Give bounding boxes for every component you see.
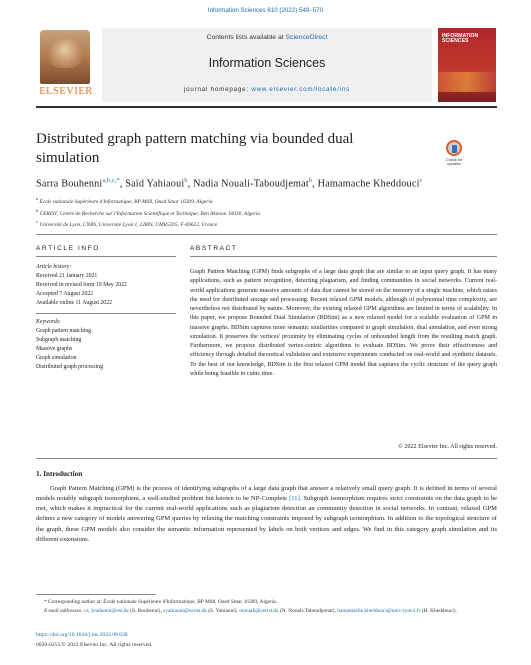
footnote-rule — [36, 594, 156, 595]
journal-homepage — [102, 86, 432, 93]
introduction-heading: 1. Introduction — [36, 470, 83, 478]
issn-line: 0020-0255/© 2022 Elsevier Inc. All rights reserved. — [36, 642, 153, 648]
elsevier-logo[interactable] — [36, 28, 96, 102]
homepage-link[interactable]: www.elsevier.com/locate/ins — [251, 86, 350, 93]
header-rule — [36, 106, 497, 108]
article-info-heading: ARTICLE INFO — [36, 245, 100, 252]
email-addresses: E-mail addresses: cs_bouhenni@esi.dz (S. Bouhenni), syahiaoui@cerist.dz (S. Yahiaoui), nnouali@cerist.dz (N. Nouali-Taboudjemat), hamamache.kheddouci@univ-lyon1.fr (H. Kheddouci). — [44, 607, 457, 614]
cover-artwork — [438, 72, 496, 92]
keyword: Distributed graph processing — [36, 363, 103, 370]
keyword: Graph simulation — [36, 354, 77, 361]
history-item: Accepted 7 August 2022 — [36, 290, 94, 297]
publisher-name: ELSEVIER — [39, 86, 93, 97]
elsevier-tree-icon — [40, 30, 90, 84]
author-affiliation-marker[interactable]: b — [184, 178, 188, 184]
abstract-text: Graph Pattern Matching (GPM) finds subgraphs of a large data graph that are similar to an input query graph. It has many applications, such as pattern recognition, detecting plagiarism, and finding communities in social networks. Current real-world applications generate massive amounts of data that cannot be stored on the memory of a single machine, which raises the need for distributed storage and processing. Recent relaxed GPM models, although of polynomial time complexity, are nevertheless not distributed by nature. Moreover, the existing relaxed GPM algorithms are limited in terms of scalability. In this paper, we propose Bounded Dual Simulation (BDSim) as a new relaxed model for a scalable evaluation of GPM in massive graphs. BDSim captures more semantic similarities compared to graph simulation, dual simulation, and even strong simulation. It preserves the vertices' proximity by eliminating cycles of unbounded length from the resulting match graph. Furthermore, we propose distributed vertex-centric algorithms to evaluate BDSim. We prove their effectiveness and efficiency through detailed theoretical validation and extensive experiments conducted on real-world and synthetic datasets. To the best of our knowledge, BDSim is the first relaxed GPM model that captures the cyclic structure of the query graph while being feasible in cubic time. — [190, 269, 497, 377]
history-item: Available online 11 August 2022 — [36, 299, 112, 306]
email-link[interactable]: nnouali@cerist.dz — [239, 607, 279, 614]
author-name: Sarra Bouhenni — [36, 178, 103, 190]
journal-header-box — [102, 28, 432, 102]
email-link[interactable]: hamamache.kheddouci@univ-lyon1.fr — [337, 607, 421, 614]
article-history — [36, 263, 176, 308]
article-info — [36, 257, 176, 372]
contents-prefix: Contents lists available at — [206, 34, 286, 41]
keyword: Massive graphs — [36, 345, 73, 352]
cover-title: INFORMATION SCIENCES — [442, 33, 479, 45]
abstract-heading: ABSTRACT — [190, 245, 238, 252]
check-for-updates-badge[interactable] — [441, 140, 467, 170]
keywords-label: Keywords: — [36, 318, 61, 325]
keywords — [36, 318, 176, 372]
paper-title: Distributed graph pattern matching via bounded dual simulation — [36, 131, 354, 166]
affiliation-line: $^c$ Université de Lyon, CNRS, Université Lyon 1, LIRIS, UMR5205, F-69622, France — [36, 219, 218, 229]
journal-cover[interactable] — [438, 28, 496, 102]
author-affiliation-marker[interactable]: a,b,c,* — [102, 178, 120, 184]
author-name: Nadia Nouali-Taboudjemat — [193, 178, 309, 190]
journal-name: Information Sciences — [208, 56, 326, 70]
history-label: Article history: — [36, 264, 72, 270]
keyword: Subgraph matching — [36, 336, 82, 343]
abstract-end-rule — [36, 458, 497, 459]
keywords-rule — [36, 313, 176, 314]
reference-link[interactable]: [11] — [289, 495, 300, 503]
sciencedirect-link[interactable]: ScienceDirect — [285, 34, 328, 41]
history-item: Received in revised form 19 May 2022 — [36, 281, 127, 288]
affiliation-line: $^a$ École nationale Supérieure d'Informatique, BP M68, Oued Smar 16309, Algeria — [36, 196, 213, 205]
journal-reference[interactable]: Information Sciences 610 (2022) 549–570 — [207, 7, 324, 14]
doi-link[interactable]: https://doi.org/10.1016/j.ins.2022.08.038 — [36, 632, 128, 638]
introduction-paragraph: Graph Pattern Matching (GPM) is the process of identifying subgraphs of a large data graph that answer a relatively small query graph. It is defined in terms of several models notably subgraph isomorphism, a well-studied problem but known to be NP-Complete [11]. Subgraph isomorphism requires strict constraints on the data graph to be met, which makes it impractical for the current real-world applications such as plagiarism detection an community detection in social networks. In contrast, relaxed GPM defines a new category of models answering GPM queries by relaxing the matching constraints imposed by subgraph isomorphism. In addition to the topological structure of the graph, these GPM models also consider the semantic information represented by labels on both vertices and edges. We find in this category graph simulation and its different extensions. — [36, 485, 497, 543]
author-list: Sarra Bouhenni$^{a,b,c,*}$, Saïd Yahiaoui$^b$, Nadia Nouali-Taboudjemat$^b$, Hamamache Kheddouci$^c$ — [36, 178, 423, 190]
footnotes — [36, 598, 497, 615]
corresponding-author-note: * Corresponding author at: École nationale Supérieure d'Informatique, BP M68, Oued Smar 16309, Algeria. — [44, 599, 277, 605]
email-link[interactable]: cs_bouhenni@esi.dz — [84, 607, 129, 614]
email-link[interactable]: syahiaoui@cerist.dz — [163, 607, 207, 614]
contents-line — [102, 34, 432, 41]
abstract-copyright: © 2022 Elsevier Inc. All rights reserved. — [398, 444, 497, 450]
author-name: Hamamache Kheddouci — [317, 178, 420, 190]
affiliations — [36, 195, 497, 230]
crossmark-icon — [446, 140, 462, 156]
author-affiliation-marker[interactable]: c — [419, 178, 423, 184]
affiliation-rule — [36, 234, 497, 235]
abstract-rule — [190, 256, 497, 257]
crossmark-label: Check for updates — [445, 158, 463, 167]
author-affiliation-marker[interactable]: b — [308, 178, 313, 184]
homepage-prefix: journal homepage: — [183, 86, 252, 93]
masthead — [36, 28, 497, 102]
history-item: Received 21 January 2021 — [36, 272, 98, 279]
affiliation-line: $^b$ CERIST, Centre de Recherche sur l'Information Scientifique et Technique, Ben Aknoun 16030, Algeria — [36, 207, 261, 217]
keyword: Graph pattern matching — [36, 327, 92, 334]
author-name: Saïd Yahiaoui — [125, 178, 185, 190]
